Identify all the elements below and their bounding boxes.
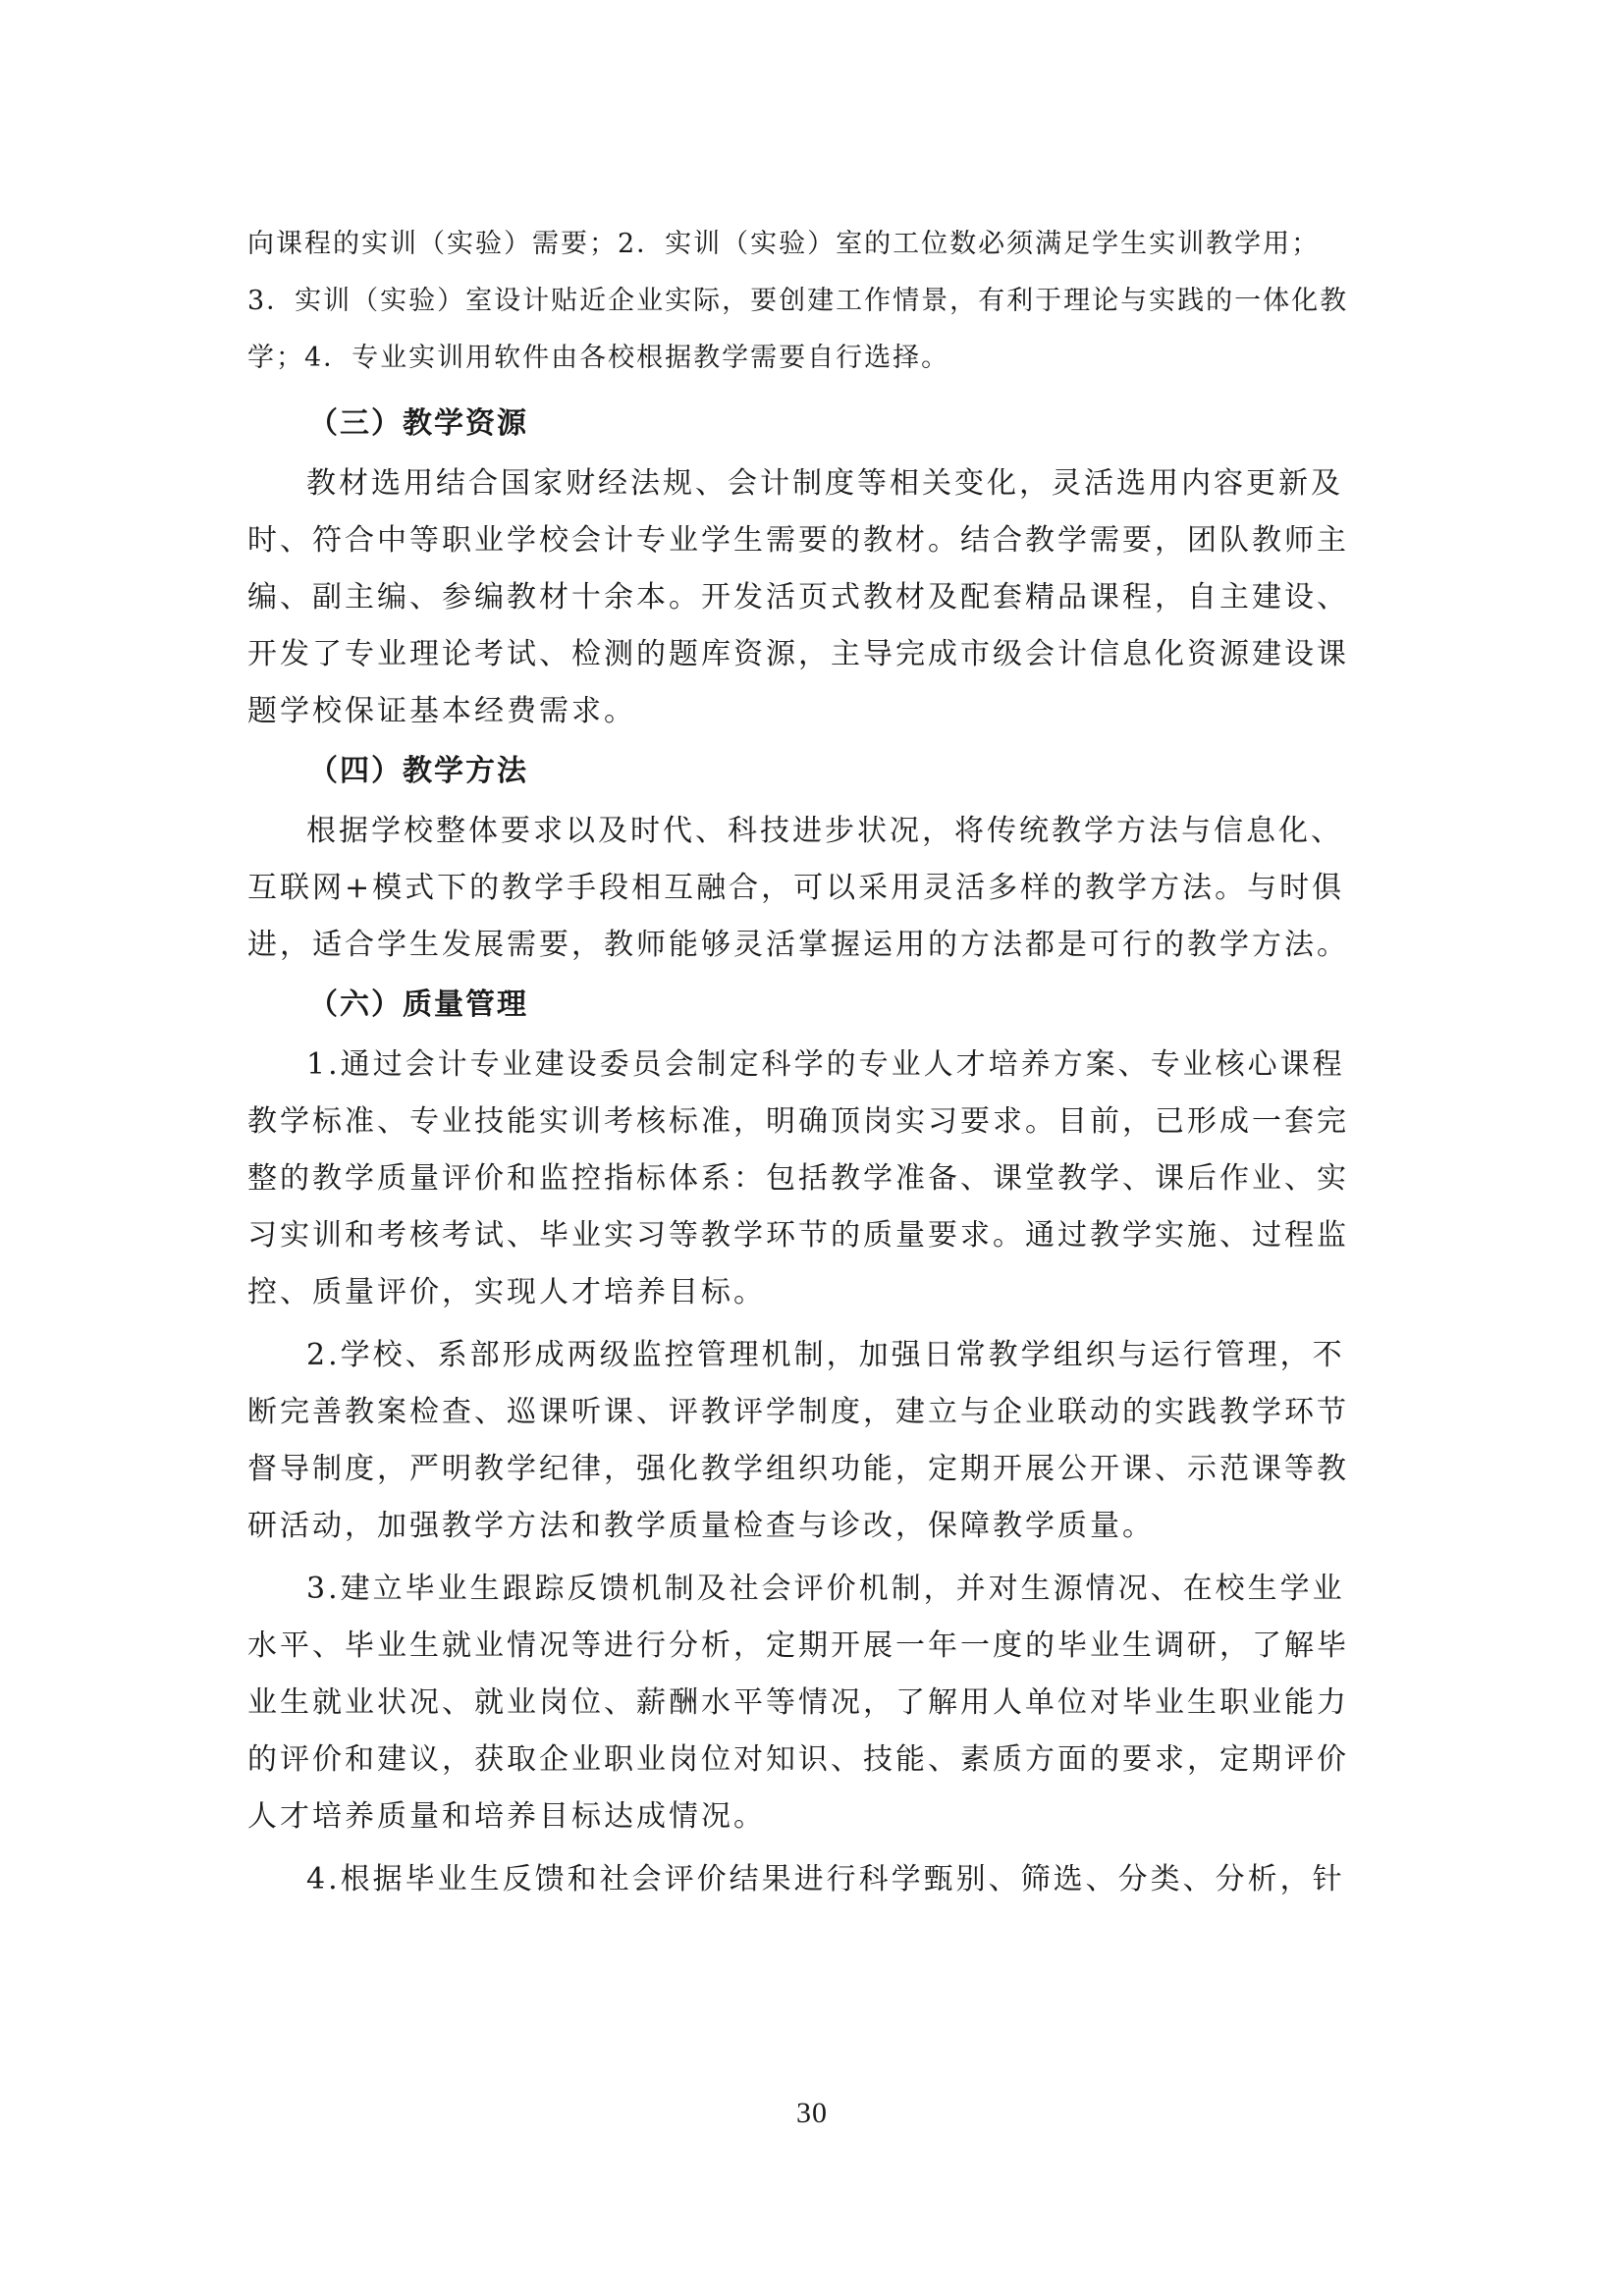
text-line: 教材选用结合国家财经法规、会计制度等相关变化，灵活选用内容更新及 xyxy=(306,466,1343,501)
page-number: 30 xyxy=(796,2097,828,2129)
text-line: 1.通过会计专业建设委员会制定科学的专业人才培养方案、专业核心课程 xyxy=(306,1047,1345,1082)
text-line: 研活动，加强教学方法和教学质量检查与诊改，保障教学质量。 xyxy=(247,1509,1155,1543)
text-line: 2.学校、系部形成两级监控管理机制，加强日常教学组织与运行管理，不 xyxy=(306,1338,1345,1372)
text-line: 3．实训（实验）室设计贴近企业实际，要创建工作情景，有利于理论与实践的一体化教 xyxy=(247,286,1349,316)
quality-paragraph-4 xyxy=(247,1851,1386,1908)
section-heading-quality-management: （六）质量管理 xyxy=(308,988,528,1022)
teaching-methods-paragraph xyxy=(247,803,1386,974)
intro-paragraph xyxy=(247,216,1386,387)
quality-paragraph-3 xyxy=(247,1561,1386,1845)
text-line: 业生就业状况、就业岗位、薪酬水平等情况，了解用人单位对毕业生职业能力 xyxy=(247,1685,1349,1720)
text-line: 控、质量评价，实现人才培养目标。 xyxy=(247,1275,766,1309)
text-line: 习实训和考核考试、毕业实习等教学环节的质量要求。通过教学实施、过程监 xyxy=(247,1218,1349,1253)
text-line: 整的教学质量评价和监控指标体系：包括教学准备、课堂教学、课后作业、实 xyxy=(247,1161,1349,1196)
section-heading-teaching-methods: （四）教学方法 xyxy=(308,754,528,788)
text-line: 题学校保证基本经费需求。 xyxy=(247,694,636,728)
text-line: 编、副主编、参编教材十余本。开发活页式教材及配套精品课程，自主建设、 xyxy=(247,580,1349,614)
text-line: 进，适合学生发展需要，教师能够灵活掌握运用的方法都是可行的教学方法。 xyxy=(247,928,1349,962)
teaching-resources-paragraph xyxy=(247,455,1386,740)
quality-paragraph-2 xyxy=(247,1327,1386,1555)
text-line: 的评价和建议，获取企业职业岗位对知识、技能、素质方面的要求，定期评价 xyxy=(247,1742,1349,1777)
text-line: 3.建立毕业生跟踪反馈机制及社会评价机制，并对生源情况、在校生学业 xyxy=(306,1572,1345,1606)
text-line: 督导制度，严明教学纪律，强化教学组织功能，定期开展公开课、示范课等教 xyxy=(247,1452,1349,1486)
text-line: 水平、毕业生就业情况等进行分析，定期开展一年一度的毕业生调研，了解毕 xyxy=(247,1629,1349,1663)
text-line: 断完善教案检查、巡课听课、评教评学制度，建立与企业联动的实践教学环节 xyxy=(247,1395,1349,1429)
text-line: 教学标准、专业技能实训考核标准，明确顶岗实习要求。目前，已形成一套完 xyxy=(247,1104,1349,1139)
text-line: 4.根据毕业生反馈和社会评价结果进行科学甄别、筛选、分类、分析，针 xyxy=(306,1862,1345,1896)
text-line: 向课程的实训（实验）需要；2．实训（实验）室的工位数必须满足学生实训教学用； xyxy=(247,229,1321,259)
text-line: 根据学校整体要求以及时代、科技进步状况，将传统教学方法与信息化、 xyxy=(306,814,1343,848)
text-line: 开发了专业理论考试、检测的题库资源，主导完成市级会计信息化资源建设课 xyxy=(247,637,1349,671)
quality-paragraph-1 xyxy=(247,1037,1386,1321)
text-line: 学；4．专业实训用软件由各校根据教学需要自行选择。 xyxy=(247,343,950,373)
text-line: 时、符合中等职业学校会计专业学生需要的教材。结合教学需要，团队教师主 xyxy=(247,523,1349,558)
text-line: 人才培养质量和培养目标达成情况。 xyxy=(247,1799,766,1834)
page-content xyxy=(247,216,1386,1908)
text-line: 互联网+模式下的教学手段相互融合，可以采用灵活多样的教学方法。与时俱 xyxy=(247,871,1345,905)
section-heading-teaching-resources: （三）教学资源 xyxy=(308,406,528,441)
